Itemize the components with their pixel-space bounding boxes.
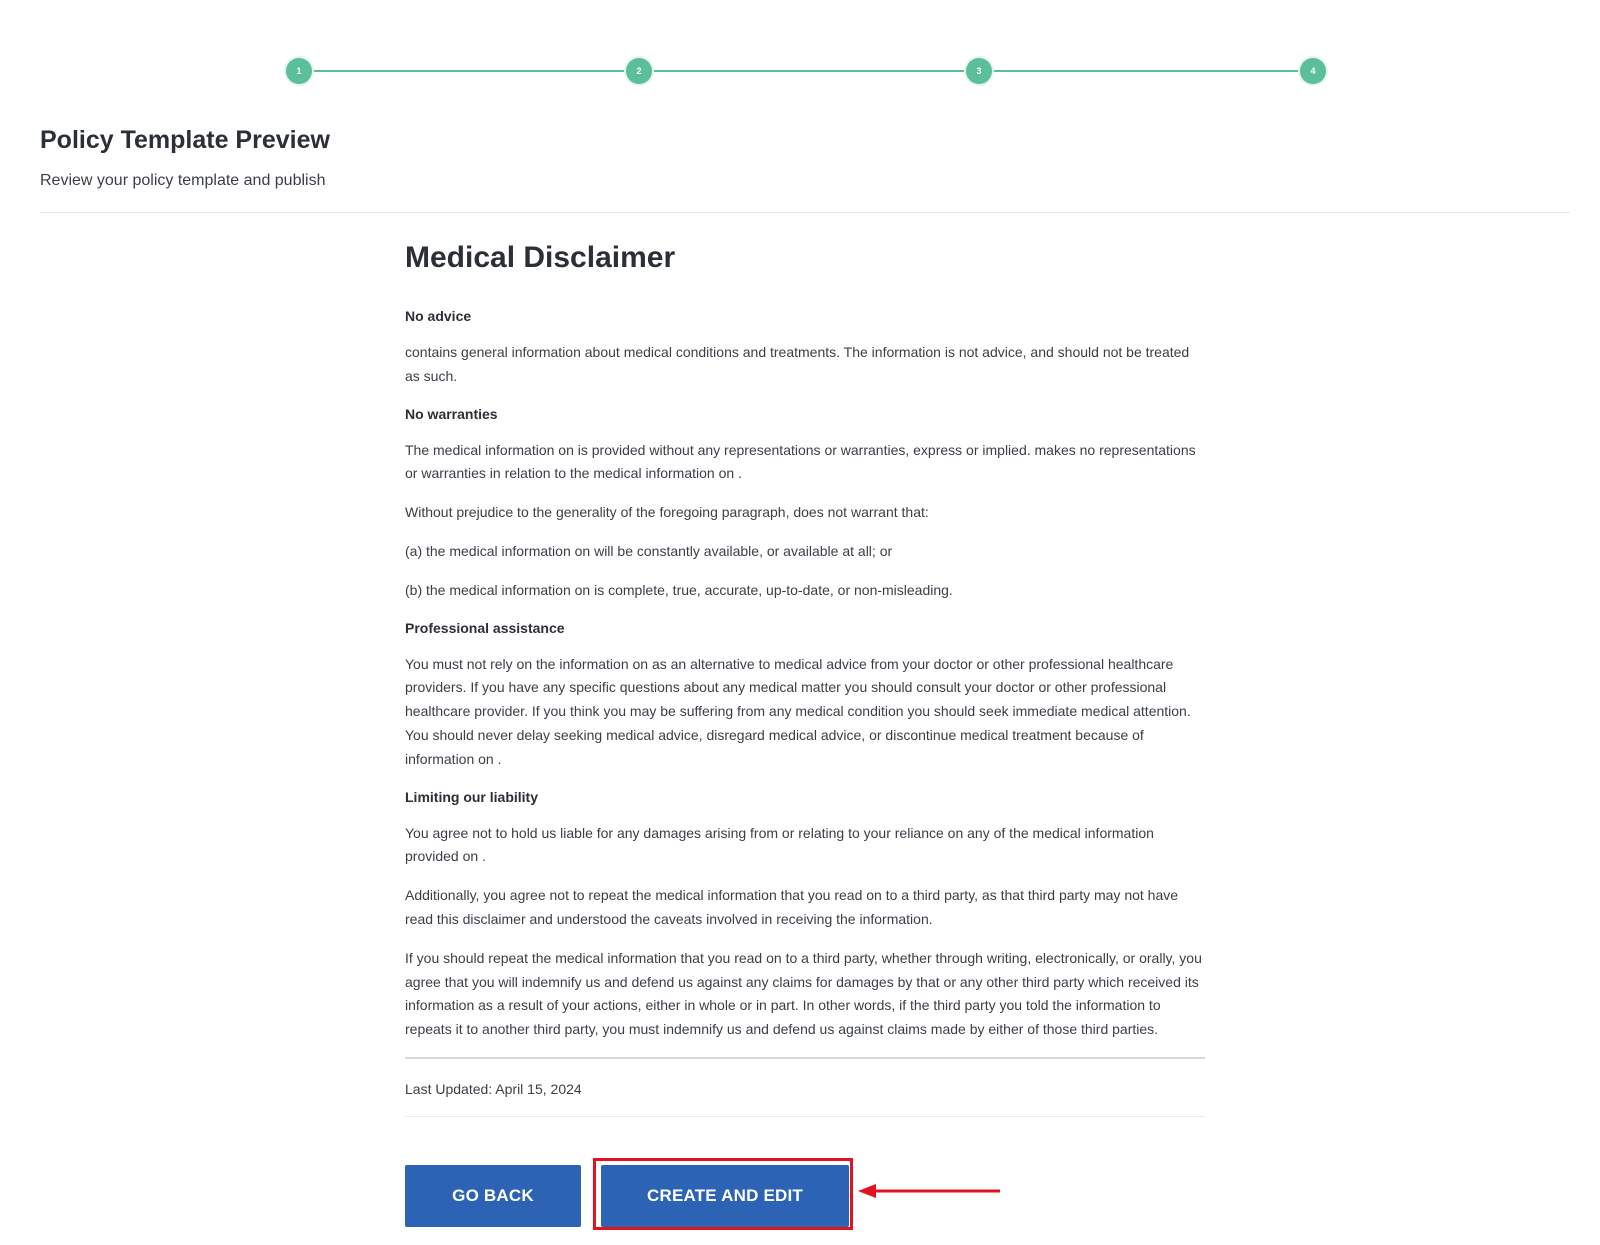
stepper-connector — [992, 70, 1300, 72]
last-updated: Last Updated: April 15, 2024 — [405, 1080, 582, 1097]
section-heading: Professional assistance — [405, 619, 565, 636]
create-and-edit-button[interactable]: CREATE AND EDIT — [601, 1165, 849, 1227]
document-body — [405, 306, 1205, 1042]
document-title: Medical Disclaimer — [405, 241, 676, 274]
section-paragraph: You agree not to hold us liable for any damages arising from or relating to your reliance on any of the medical information provided on . — [405, 824, 1154, 865]
section-heading: No advice — [405, 308, 472, 324]
document-divider — [405, 1057, 1205, 1059]
section-paragraph: The medical information on is provided without any representations or warranties, express or implied. makes no representations or warranties in relation to the medical information on . — [405, 441, 1196, 482]
section-paragraph: Without prejudice to the generality of the foregoing paragraph, does not warrant that: — [405, 504, 929, 521]
policy-preview — [405, 236, 1205, 1117]
section-paragraph: You must not rely on the information on as an alternative to medical advice from your doctor or other professional healthcare providers. If you have any specific questions about any medical matter you should consult your doctor or other professional healthcare provider. If you think you may be suffering from any medical condition you should seek immediate medical attention. You should never delay seeking medical advice, disregard medical advice, or discontinue medical treatment because of information on . — [405, 655, 1191, 767]
progress-stepper — [286, 58, 1326, 84]
stepper-step-2[interactable]: 2 — [626, 58, 652, 84]
stepper-step-4[interactable]: 4 — [1300, 58, 1326, 84]
section-paragraph: Additionally, you agree not to repeat the medical information that you read on to a third party, as that third party may not have read this disclaimer and understood the caveats involved in receiving the information. — [405, 887, 1179, 927]
page-title: Policy Template Preview — [40, 126, 330, 154]
section-heading: No warranties — [405, 405, 498, 422]
section-paragraph: contains general information about medical conditions and treatments. The information is not advice, and should not be treated as such. — [405, 344, 1190, 384]
stepper-connector — [652, 70, 966, 72]
section-paragraph: (b) the medical information on is complete, true, accurate, up-to-date, or non-misleading. — [405, 581, 953, 598]
go-back-button[interactable]: GO BACK — [405, 1165, 581, 1227]
header-divider — [40, 212, 1570, 213]
stepper-step-3[interactable]: 3 — [966, 58, 992, 84]
stepper-step-1[interactable]: 1 — [286, 58, 312, 84]
stepper-connector — [312, 70, 626, 72]
section-paragraph: If you should repeat the medical information that you read on to a third party, whether through writing, electronically, or orally, you agree that you will indemnify us and defend us against any claims for damages by that or any other third party which received its information as a result of your actions, either in whole or in part. In other words, if the third party you told the information to repeats it to another third party, you must indemnify us and defend us against claims made by either of those third parties. — [405, 949, 1202, 1038]
section-heading: Limiting our liability — [405, 788, 538, 805]
footer-divider — [405, 1116, 1205, 1117]
page-subtitle: Review your policy template and publish — [40, 172, 326, 189]
annotation-arrow-icon — [858, 1184, 1002, 1198]
section-paragraph: (a) the medical information on will be constantly available, or available at all; or — [405, 542, 893, 559]
